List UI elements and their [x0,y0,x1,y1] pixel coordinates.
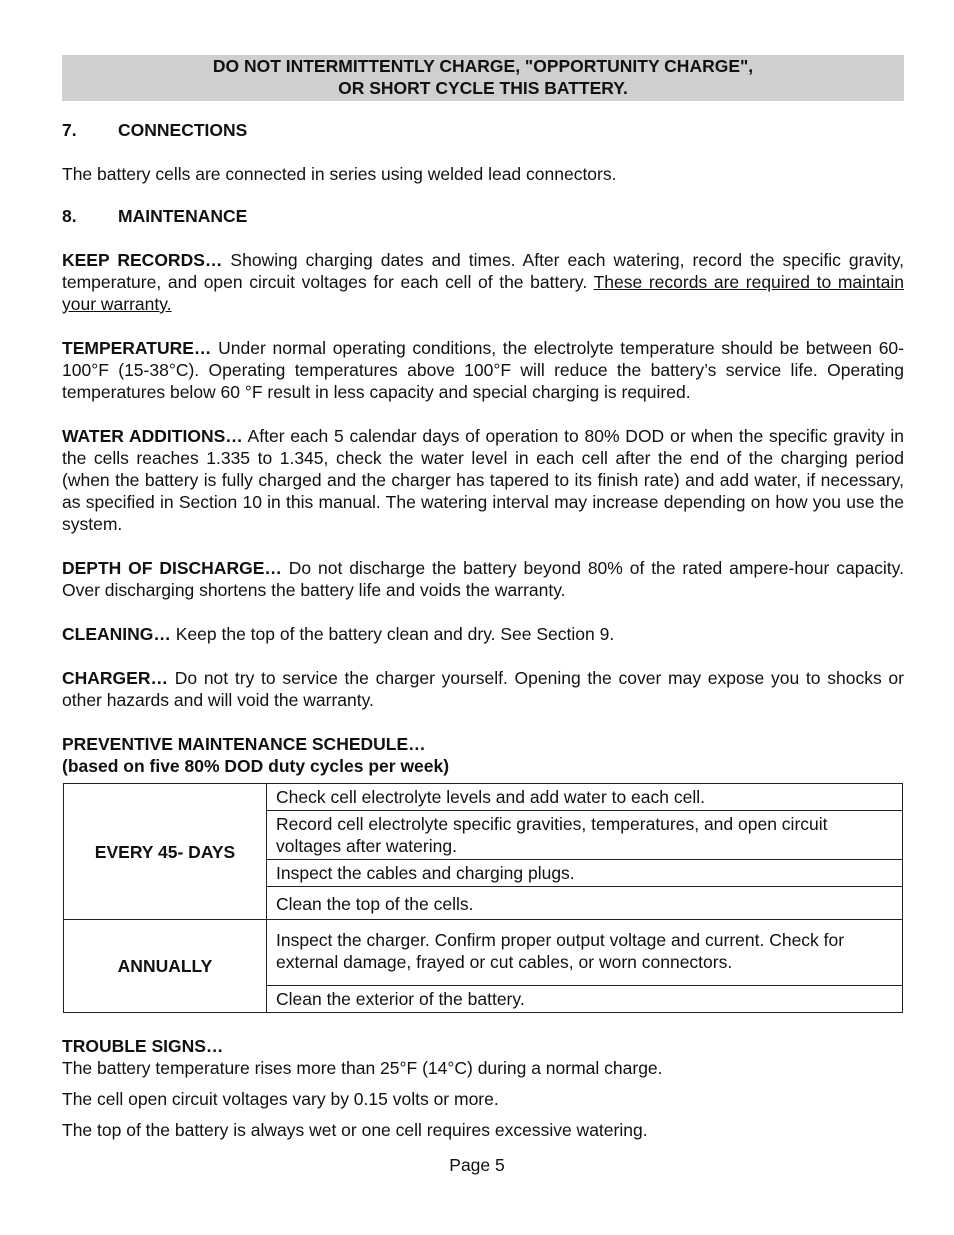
section-7-title: CONNECTIONS [118,120,248,140]
section-7-text: The battery cells are connected in series using welded lead connectors. [62,164,617,184]
pm-schedule-heading [62,733,904,777]
task-cell: Inspect the charger. Confirm proper output voltage and current. Check for external damage, frayed or cut cables, or worn connectors. [267,920,903,986]
charger-lead: CHARGER… [62,668,168,688]
warning-banner-line-2: OR SHORT CYCLE THIS BATTERY. [338,78,628,98]
page-number: Page 5 [449,1155,505,1175]
section-8-number: 8. [62,206,77,226]
document-page [62,55,904,1150]
depth-of-discharge-paragraph [62,557,904,601]
depth-of-discharge-text: Do not discharge the battery beyond 80% of the rated ampere-hour capacity. Over discharging shortens the battery life and voids the warranty. [62,558,904,600]
charger-paragraph [62,667,904,711]
task-cell: Inspect the cables and charging plugs. [267,860,903,887]
table-row [64,784,903,811]
water-additions-lead: WATER ADDITIONS… [62,426,243,446]
water-additions-text: After each 5 calendar days of operation to 80% DOD or when the specific gravity in the cells reaches 1.335 to 1.345, check the water level in each cell after the end of the charging period (when the battery is fully charged and the charger has tapered to its finish rate) and add water, if necessary, as specified in Section 10 in this manual. The watering interval may increase depending on how you use the system. [62,426,904,534]
warning-banner-line-1: DO NOT INTERMITTENTLY CHARGE, "OPPORTUNITY CHARGE", [212,56,754,76]
depth-of-discharge-lead: DEPTH OF DISCHARGE… [62,558,282,578]
section-8-title: MAINTENANCE [118,206,248,226]
section-7-number: 7. [62,120,77,140]
temperature-text: Under normal operating conditions, the electrolyte temperature should be between 60-100°F (15-38°C). Operating temperatures above 100°F will reduce the battery’s service life. Operating temperatures below 60 °F result in less capacity and special charging is required. [62,338,904,402]
charger-text: Do not try to service the charger yourself. Opening the cover may expose you to shocks or other hazards and will void the warranty. [62,668,904,710]
pm-schedule-table [63,783,903,1013]
cleaning-paragraph [62,623,904,645]
warning-banner [62,55,904,101]
trouble-signs-heading: TROUBLE SIGNS… [62,1036,224,1056]
period-every-45-days: EVERY 45- DAYS [64,784,267,920]
trouble-sign-item: The cell open circuit voltages vary by 0.15 volts or more. [62,1089,499,1109]
period-annually: ANNUALLY [64,920,267,1013]
task-cell: Check cell electrolyte levels and add water to each cell. [267,784,903,811]
temperature-lead: TEMPERATURE… [62,338,212,358]
keep-records-text: Showing charging dates and times. After each watering, record the specific gravity, temperature, and open circuit voltages for each cell of the battery. [62,250,905,292]
cleaning-text: Keep the top of the battery clean and dry. See Section 9. [170,624,615,644]
temperature-paragraph [62,337,904,403]
section-7-heading [62,119,904,141]
task-cell: Clean the exterior of the battery. [267,986,903,1013]
keep-records-paragraph [62,249,904,315]
water-additions-paragraph [62,425,904,535]
warranty-requirement-note: These records are required to maintain your warranty. [62,272,904,314]
cleaning-lead: CLEANING… [62,624,171,644]
keep-records-lead: KEEP RECORDS… [62,250,223,270]
pm-schedule-subtitle: (based on five 80% DOD duty cycles per week) [62,756,450,776]
task-cell: Record cell electrolyte specific gravities, temperatures, and open circuit voltages after watering. [267,811,903,860]
trouble-sign-item: The battery temperature rises more than 25°F (14°C) during a normal charge. [62,1058,663,1078]
task-cell: Clean the top of the cells. [267,887,903,920]
pm-schedule-title: PREVENTIVE MAINTENANCE SCHEDULE… [62,734,426,754]
trouble-sign-item: The top of the battery is always wet or one cell requires excessive watering. [62,1120,648,1140]
table-row [64,920,903,986]
section-8-heading [62,205,904,227]
